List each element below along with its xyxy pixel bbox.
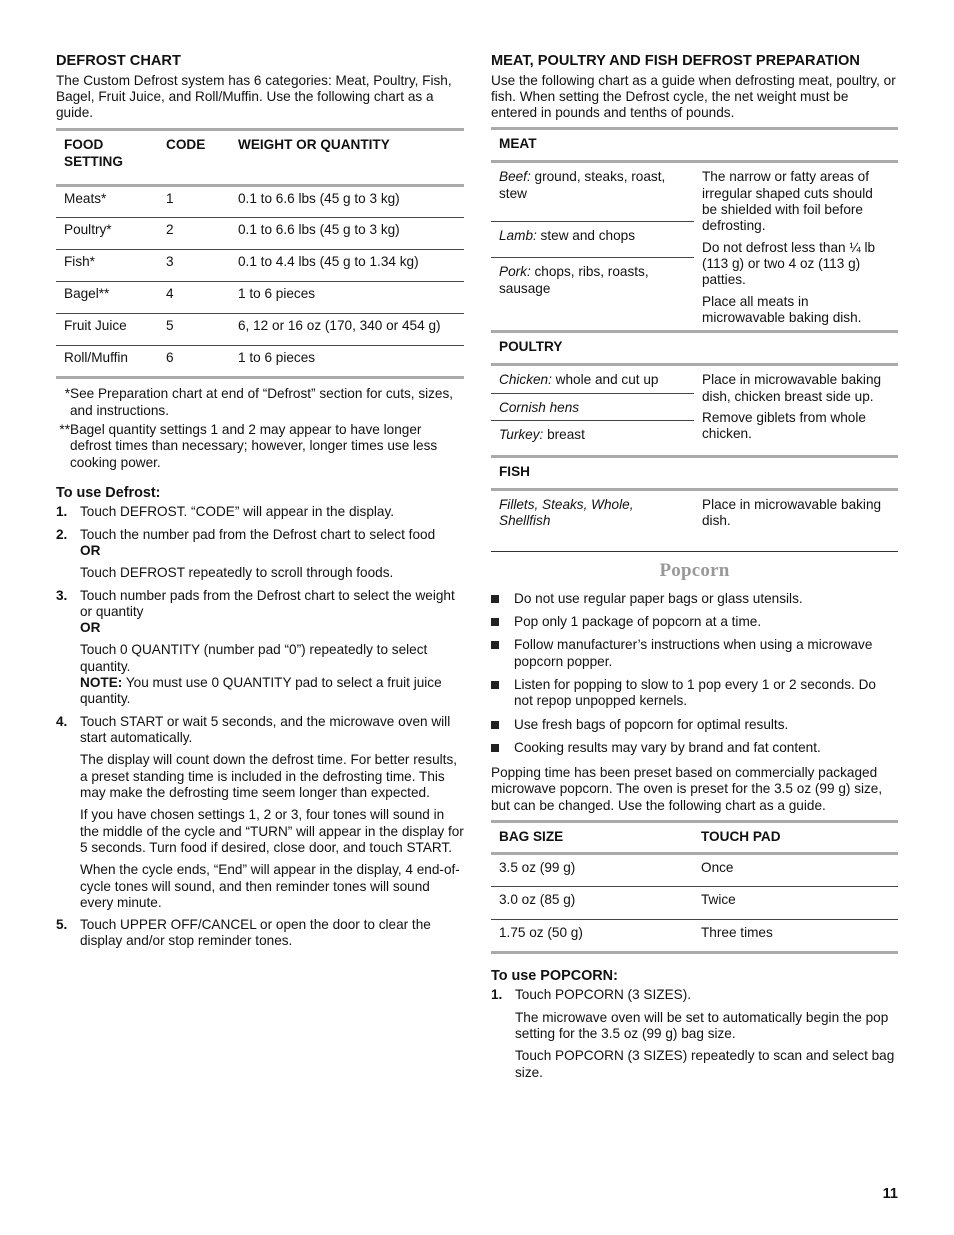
code-cell: 1 (158, 186, 230, 218)
table-row (56, 250, 464, 282)
step-alt-text: Touch DEFROST repeatedly to scroll through foods. (80, 565, 394, 581)
code-cell: 2 (158, 218, 230, 250)
item-pork (491, 258, 694, 332)
table-row (491, 854, 898, 887)
note-text: Place all meats in microwavable baking dish. (702, 293, 862, 325)
table-row (491, 887, 898, 920)
defrost-steps (56, 504, 464, 950)
food-cell: Fruit Juice (56, 314, 158, 346)
list-item: Cooking results may vary by brand and fat content. (491, 740, 898, 756)
table-row (491, 489, 898, 551)
fish-notes (694, 489, 898, 551)
right-column (491, 50, 898, 1087)
meat-notes (694, 162, 898, 332)
item-label: Turkey: (499, 426, 544, 442)
list-item: Do not use regular paper bags or glass utensils. (491, 591, 898, 607)
step-3 (56, 588, 464, 708)
popcorn-tips (491, 591, 898, 757)
step-para: The microwave oven will be set to automatically begin the pop setting for the 3.5 oz (99 g) bag size. (515, 1009, 889, 1042)
footnote-mark: ** (59, 422, 70, 438)
table-row (56, 218, 464, 250)
list-item: Use fresh bags of popcorn for optimal results. (491, 717, 898, 733)
use-defrost-title: To use Defrost: (56, 485, 161, 501)
bag-size-cell: 1.75 oz (50 g) (491, 920, 693, 953)
code-cell: 4 (158, 282, 230, 314)
item-label: Cornish hens (499, 399, 580, 415)
item-text: breast (543, 426, 585, 442)
item-turkey (491, 420, 694, 456)
prep-intro: Use the following chart as a guide when defrosting meat, poultry, or fish. When setting the Defrost cycle, the net weight must be entered in pounds and tenths of pounds. (491, 72, 896, 121)
table-row (491, 920, 898, 953)
footnotes (56, 386, 464, 471)
section-header-poultry (491, 332, 898, 365)
touch-pad-cell: Twice (693, 887, 898, 920)
header-weight: WEIGHT OR QUANTITY (230, 130, 464, 186)
step-number: 1. (491, 987, 503, 1003)
item-label: Chicken: (499, 372, 552, 388)
step-text-main: Touch the number pad from the Defrost chart to select food (80, 526, 436, 542)
section-label: MEAT (491, 129, 898, 162)
item-lamb (491, 221, 694, 257)
poultry-notes (694, 365, 898, 457)
food-cell: Fish* (56, 250, 158, 282)
note-text: Place in microwavable baking dish. (702, 496, 882, 529)
step-2 (56, 527, 464, 582)
step-number: 2. (56, 526, 68, 542)
list-item: Follow manufacturer’s instructions when using a microwave popcorn popper. (491, 637, 898, 670)
step-text (80, 527, 464, 560)
item-label: Lamb: (499, 227, 537, 243)
step-alt-main: Touch 0 QUANTITY (number pad “0”) repeatedly to select quantity. (80, 642, 428, 674)
step-para: Touch POPCORN (3 SIZES) repeatedly to scan and select bag size. (515, 1048, 895, 1080)
table-header-row (56, 130, 464, 186)
food-cell: Roll/Muffin (56, 346, 158, 378)
footnote-1 (56, 386, 464, 419)
item-label: Pork: (499, 264, 531, 280)
item-fish (491, 489, 694, 551)
table-header-row (491, 822, 898, 854)
step-text-main: Touch number pads from the Defrost chart to select the weight or quantity (80, 587, 455, 619)
or-label: OR (80, 542, 101, 558)
note-text: Remove giblets from whole chicken. (702, 409, 866, 442)
item-cornish (491, 393, 694, 420)
bag-size-table (491, 820, 898, 954)
note-text: Place in microwavable baking dish, chicken breast side up. (702, 372, 882, 404)
footnote-text: Bagel quantity settings 1 and 2 may appear to have longer defrost times than necessary; however, longer times use less cooking power. (70, 422, 438, 470)
item-label: Beef: (499, 169, 531, 185)
food-cell: Meats* (56, 186, 158, 218)
code-cell: 5 (158, 314, 230, 346)
item-label: Fillets, Steaks, Whole, Shellfish (499, 496, 634, 529)
bag-size-cell: 3.0 oz (85 g) (491, 887, 693, 920)
note-text: You must use 0 QUANTITY pad to select a fruit juice quantity. (80, 675, 442, 707)
note-text: The narrow or fatty areas of irregular shaped cuts should be shielded with foil before defrosting. (702, 169, 873, 234)
prep-title: MEAT, POULTRY AND FISH DEFROST PREPARATION (491, 53, 860, 69)
defrost-intro: The Custom Defrost system has 6 categories: Meat, Poultry, Fish, Bagel, Fruit Juice, and Roll/Muffin. Use the following chart as a guide. (56, 72, 452, 121)
step-alt-text (80, 642, 464, 707)
section-label: FISH (491, 456, 898, 489)
defrost-chart-table (56, 128, 464, 379)
item-text: chops, ribs, roasts, sausage (499, 264, 649, 296)
item-beef (491, 162, 694, 221)
table-row (56, 282, 464, 314)
footnote-mark: * (64, 386, 70, 402)
item-chicken (491, 365, 694, 393)
step-number: 4. (56, 713, 68, 729)
code-cell: 3 (158, 250, 230, 282)
code-cell: 6 (158, 346, 230, 378)
section-label: POULTRY (491, 332, 898, 365)
step-1 (491, 987, 898, 1081)
step-para: If you have chosen settings 1, 2 or 3, four tones will sound in the middle of the cycle and “TURN” will appear in the display for 5 seconds. Turn food if desired, close door, and touch START. (80, 807, 464, 855)
footnote-text: See Preparation chart at end of “Defrost” section for cuts, sizes, and instructions. (70, 386, 454, 418)
prep-table (491, 127, 898, 551)
use-popcorn-title: To use POPCORN: (491, 968, 618, 985)
or-label: OR (80, 620, 101, 636)
step-text: Touch START or wait 5 seconds, and the microwave oven will start automatically. (80, 713, 451, 746)
step-number: 1. (56, 504, 68, 520)
section-header-fish (491, 456, 898, 489)
food-cell: Poultry* (56, 218, 158, 250)
weight-cell: 6, 12 or 16 oz (170, 340 or 454 g) (230, 314, 464, 346)
step-text: Touch POPCORN (3 SIZES). (515, 987, 692, 1003)
step-text: Touch UPPER OFF/CANCEL or open the door to clear the display and/or stop reminder tones. (80, 917, 431, 949)
step-4 (56, 714, 464, 911)
note-text: Do not defrost less than ¼ lb (113 g) or two 4 oz (113 g) patties. (702, 239, 876, 288)
table-row (56, 346, 464, 378)
touch-pad-cell: Once (693, 854, 898, 887)
table-row (491, 162, 898, 221)
defrost-chart-title: DEFROST CHART (56, 53, 181, 69)
popcorn-steps (491, 987, 898, 1081)
item-text: ground, steaks, roast, stew (499, 169, 666, 201)
popcorn-title: Popcorn (659, 559, 730, 581)
section-header-meat (491, 129, 898, 162)
step-text: Touch DEFROST. “CODE” will appear in the display. (80, 504, 395, 520)
step-text (80, 588, 464, 637)
step-number: 5. (56, 917, 68, 933)
footnote-2 (56, 422, 464, 471)
table-row (56, 186, 464, 218)
page-number: 11 (882, 1186, 898, 1202)
note-label: NOTE: (80, 675, 123, 691)
list-item: Pop only 1 package of popcorn at a time. (491, 614, 898, 630)
item-text: stew and chops (536, 227, 636, 243)
step-1 (56, 504, 464, 520)
weight-cell: 1 to 6 pieces (230, 346, 464, 378)
bag-size-cell: 3.5 oz (99 g) (491, 854, 693, 887)
step-5 (56, 917, 464, 950)
header-code: CODE (158, 130, 230, 186)
weight-cell: 1 to 6 pieces (230, 282, 464, 314)
header-bag-size: BAG SIZE (491, 822, 693, 854)
weight-cell: 0.1 to 6.6 lbs (45 g to 3 kg) (230, 218, 464, 250)
weight-cell: 0.1 to 6.6 lbs (45 g to 3 kg) (230, 186, 464, 218)
food-cell: Bagel** (56, 282, 158, 314)
header-food-setting: FOOD SETTING (56, 130, 158, 186)
item-text: whole and cut up (551, 372, 659, 388)
table-row (56, 314, 464, 346)
popcorn-para: Popping time has been preset based on commercially packaged microwave popcorn. The oven is preset for the 3.5 oz (99 g) size, but can be changed. Use the following chart as a guide. (491, 765, 883, 813)
list-item: Listen for popping to slow to 1 pop every 1 or 2 seconds. Do not repop unpopped kernels. (491, 677, 898, 710)
left-column (56, 50, 464, 956)
step-number: 3. (56, 587, 68, 603)
touch-pad-cell: Three times (693, 920, 898, 953)
table-row (491, 365, 898, 393)
step-para: The display will count down the defrost time. For better results, a preset standing time is included in the defrosting time. This may make the defrosting time seem longer than expected. (80, 752, 458, 800)
step-para: When the cycle ends, “End” will appear in the display, 4 end-of-cycle tones will sound, and then reminder tones will sound every minute. (80, 862, 460, 910)
weight-cell: 0.1 to 4.4 lbs (45 g to 1.34 kg) (230, 250, 464, 282)
header-touch-pad: TOUCH PAD (693, 822, 898, 854)
